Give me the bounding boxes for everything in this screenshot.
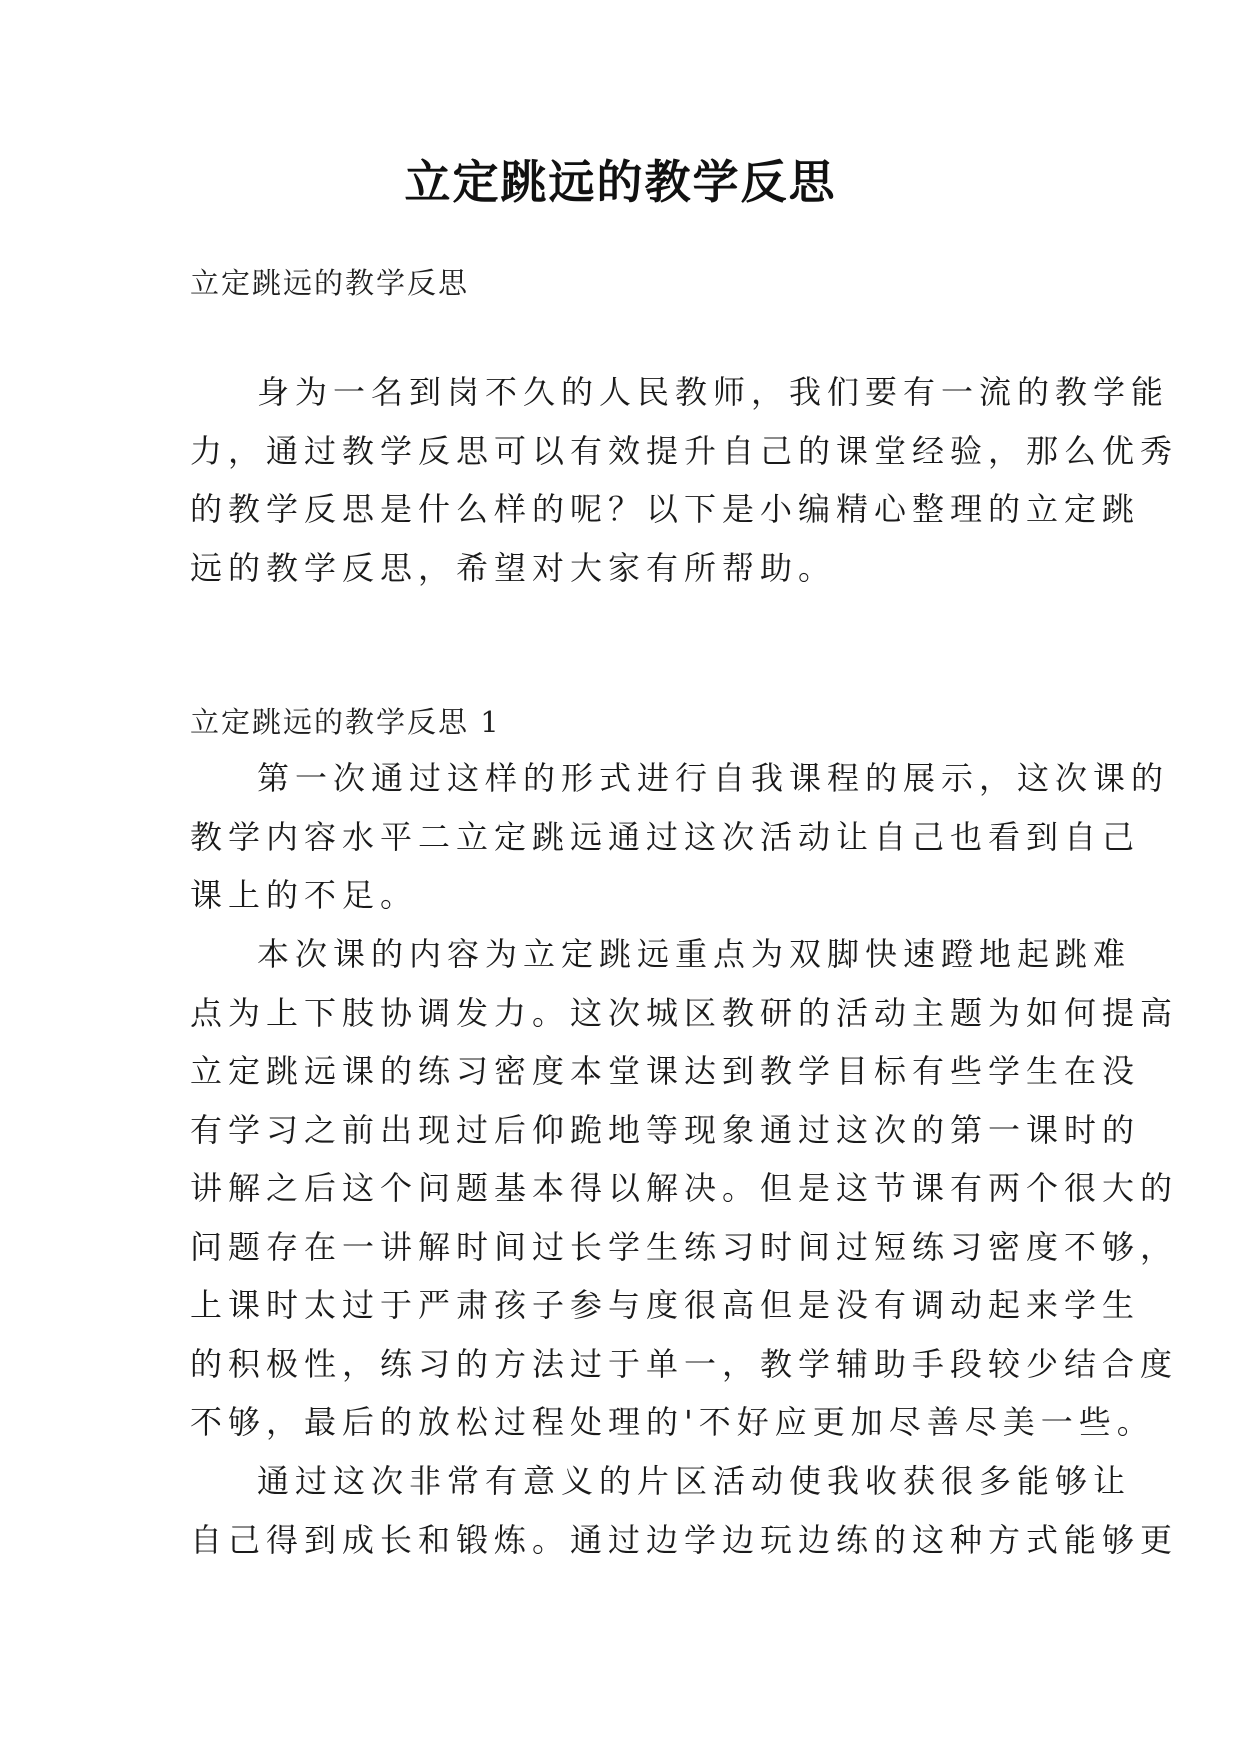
paragraph-line: 立定跳远课的练习密度本堂课达到教学目标有些学生在没: [190, 1052, 1141, 1090]
paragraph-line: 上课时太过于严肃孩子参与度很高但是没有调动起来学生: [190, 1286, 1141, 1324]
document-title: 立定跳远的教学反思: [404, 155, 837, 209]
intro-paragraph: [190, 363, 1179, 597]
paragraph-line: 自己得到成长和锻炼。通过边学边玩边练的这种方式能够更: [190, 1520, 1179, 1559]
paragraph-line: 远的教学反思，希望对大家有所帮助。: [190, 548, 837, 587]
paragraph-line: 身为一名到岗不久的人民教师，我们要有一流的教学能: [257, 373, 1170, 411]
section1-paragraph-3: [190, 1452, 1179, 1569]
paragraph-line: 教学内容水平二立定跳远通过这次活动让自己也看到自己: [190, 817, 1141, 856]
paragraph-line: 通过这次非常有意义的片区活动使我收获很多能够让: [257, 1462, 1132, 1500]
paragraph-line: 的积极性，练习的方法过于单一，教学辅助手段较少结合度: [190, 1344, 1179, 1383]
document-subtitle: 立定跳远的教学反思: [190, 266, 470, 300]
section1-paragraph-1: [190, 749, 1170, 925]
paragraph-line: 第一次通过这样的形式进行自我课程的展示，这次课的: [257, 759, 1170, 797]
section1-paragraph-2: [190, 925, 1179, 1452]
paragraph-line: 问题存在一讲解时间过长学生练习时间过短练习密度不够，: [190, 1227, 1179, 1266]
paragraph-line: 不够，最后的放松过程处理的'不好应更加尽善尽美一些。: [190, 1403, 1155, 1441]
paragraph-line: 讲解之后这个问题基本得以解决。但是这节课有两个很大的: [190, 1169, 1179, 1207]
paragraph-line: 的教学反思是什么样的呢？以下是小编精心整理的立定跳: [190, 490, 1141, 528]
paragraph-line: 本次课的内容为立定跳远重点为双脚快速蹬地起跳难: [257, 935, 1132, 973]
paragraph-line: 课上的不足。: [190, 876, 419, 914]
paragraph-line: 点为上下肢协调发力。这次城区教研的活动主题为如何提高: [190, 993, 1179, 1032]
paragraph-line: 有学习之前出现过后仰跪地等现象通过这次的第一课时的: [190, 1110, 1141, 1149]
section-heading: 立定跳远的教学反思 1: [190, 705, 501, 739]
paragraph-line: 力，通过教学反思可以有效提升自己的课堂经验，那么优秀: [190, 431, 1179, 470]
